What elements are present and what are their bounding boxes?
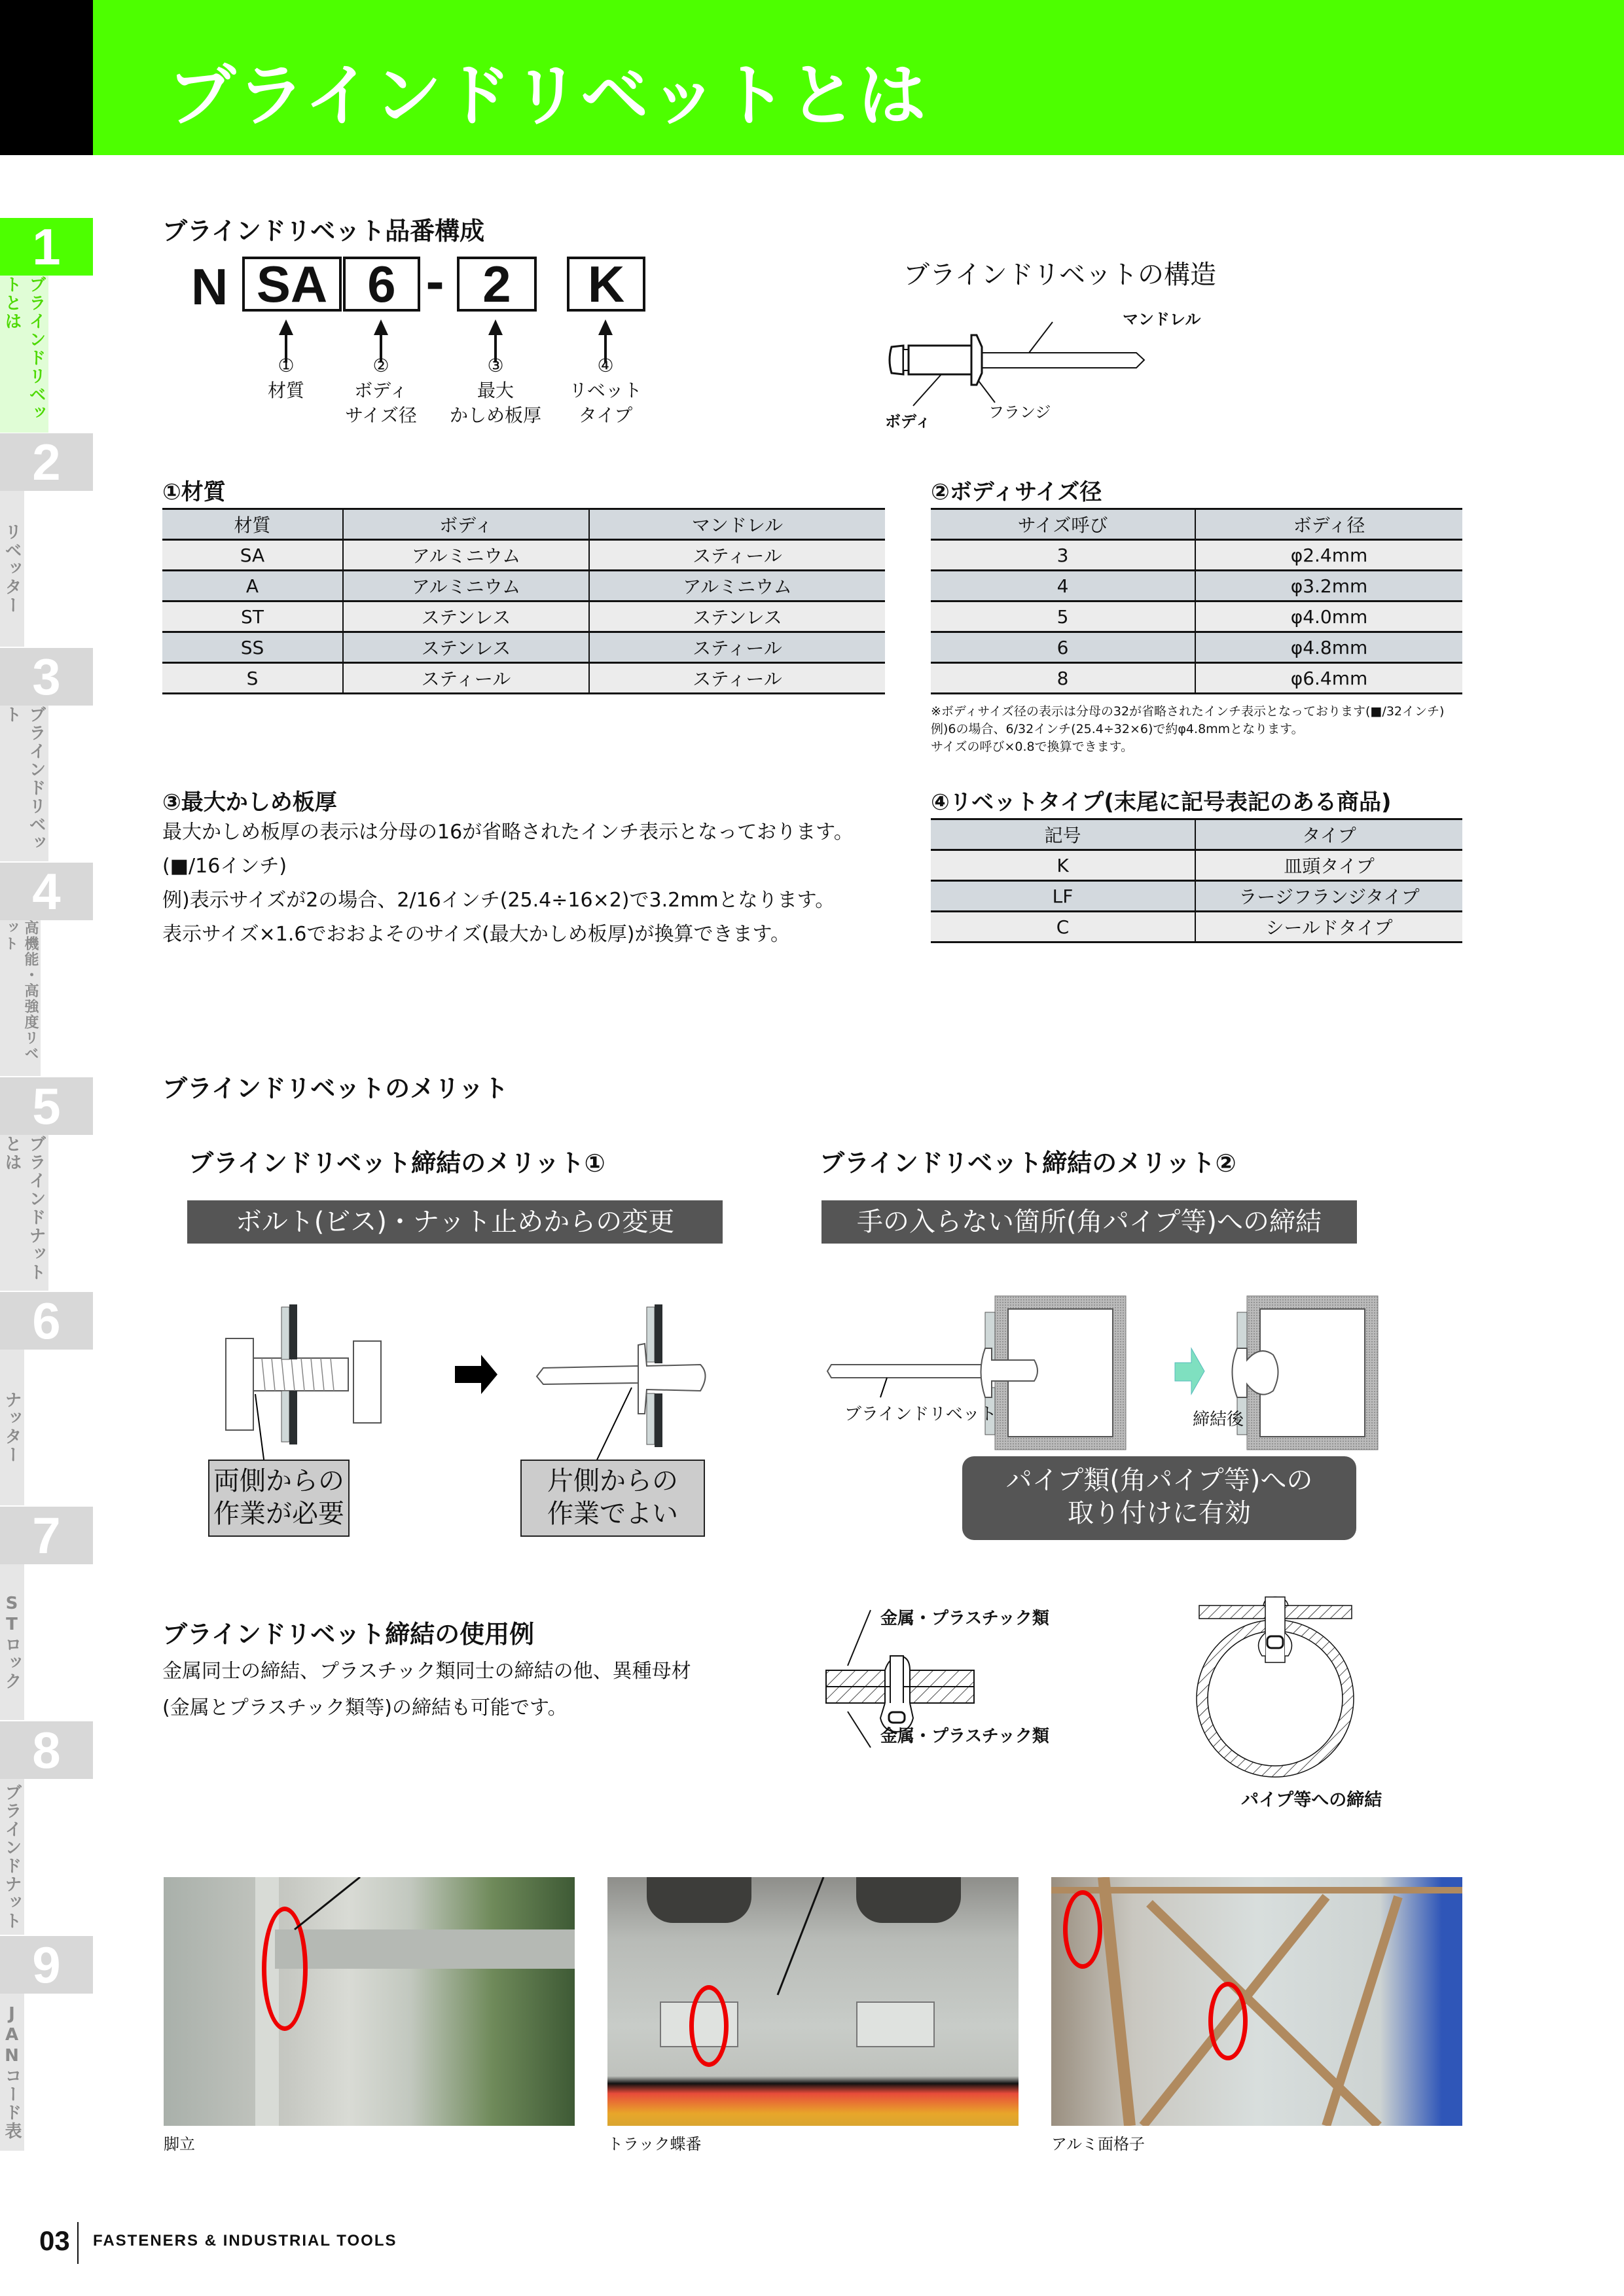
callout-line: 作業が必要 (213, 1499, 344, 1529)
tab-number: 7 (0, 1507, 93, 1564)
table-row (931, 881, 1462, 912)
cell: シールドタイプ (1195, 912, 1462, 942)
grip-description (162, 816, 854, 952)
cell: C (931, 912, 1195, 942)
note-line: 例)6の場合、6/32インチ(25.4÷32×6)で約φ4.8mmとなります。 (931, 722, 1304, 736)
merits-heading: ブラインドリベットのメリット (162, 1074, 509, 1103)
tab-number: 3 (0, 648, 93, 706)
text-line: (金属とプラスチック類等)の締結も可能です。 (162, 1696, 568, 1719)
tab-number: 2 (0, 433, 93, 491)
callout-line: 片側からの (547, 1466, 678, 1496)
table-row (931, 601, 1462, 632)
cell: LF (931, 881, 1195, 912)
cell: SA (162, 540, 343, 571)
cell: φ4.8mm (1195, 632, 1462, 663)
mandrel-label: マンドレル (1123, 310, 1201, 329)
cell: SS (162, 632, 343, 663)
column-header: マンドレル (589, 509, 885, 540)
column-header: サイズ呼び (931, 509, 1195, 540)
note-line: サイズの呼び×0.8で換算できます。 (931, 740, 1134, 754)
sidebar-tab-3[interactable] (0, 648, 93, 861)
tab-label: 高機能・高強度リベット (0, 920, 41, 1076)
part-number-grip: 2 (457, 257, 537, 312)
sidebar-tab-6[interactable] (0, 1292, 93, 1505)
cell: S (162, 663, 343, 694)
callout-line: 両側からの (213, 1466, 344, 1496)
tab-number: 4 (0, 863, 93, 920)
structure-heading: ブラインドリベットの構造 (903, 260, 1216, 290)
sidebar-tab-8[interactable] (0, 1721, 93, 1935)
part-number-dash: - (425, 257, 445, 310)
pipe-callout (962, 1456, 1356, 1540)
part-number-prefix: N (191, 258, 228, 315)
sidebar-tab-9[interactable] (0, 1936, 93, 2151)
size-heading: ②ボディサイズ径 (931, 479, 1102, 505)
circled-number: ① (278, 355, 295, 376)
text-line: 表示サイズ×1.6でおおよそのサイズ(最大かしめ板厚)が換算できます。 (162, 923, 791, 946)
bolt-vs-rivet-diagram (216, 1293, 753, 1476)
cell: φ2.4mm (1195, 540, 1462, 571)
cell: ステンレス (589, 601, 885, 632)
cell: スティール (589, 540, 885, 571)
cell: ステンレス (343, 601, 589, 632)
tab-label: ナッター (0, 1350, 24, 1505)
callout-line: パイプ類(角パイプ等)への (1005, 1465, 1313, 1496)
type-table (931, 818, 1462, 943)
table-header-row (162, 509, 885, 540)
grip-heading: ③最大かしめ板厚 (162, 789, 337, 816)
label-line: リベット (569, 380, 642, 401)
joint-bottom-label: 金属・プラスチック類 (880, 1727, 1049, 1746)
footer-title: FASTENERS & INDUSTRIAL TOOLS (93, 2232, 397, 2250)
tab-number: 9 (0, 1936, 93, 1994)
text-line: 最大かしめ板厚の表示は分母の16が省略されたインチ表示となっております。 (162, 821, 854, 844)
cell: 8 (931, 663, 1195, 694)
tab-label: ブラインドナットとは (0, 1135, 48, 1291)
usage-heading: ブラインドリベット締結の使用例 (162, 1620, 535, 1649)
sidebar-tab-1[interactable] (0, 218, 93, 433)
table-row (162, 540, 885, 571)
usage-description (162, 1653, 691, 1727)
label-line: かしめ板厚 (449, 404, 541, 426)
one-side-callout (520, 1460, 705, 1537)
cell: 皿頭タイプ (1195, 850, 1462, 881)
table-row (931, 663, 1462, 694)
column-header: タイプ (1195, 819, 1462, 850)
cell: 4 (931, 571, 1195, 601)
tab-number: 8 (0, 1721, 93, 1779)
cell: アルミニウム (589, 571, 885, 601)
column-header: 記号 (931, 819, 1195, 850)
callout-line: 取り付けに有効 (1068, 1498, 1251, 1528)
part-number-type: K (567, 257, 645, 312)
tab-label: ブラインドナット (0, 1779, 24, 1935)
material-heading: ①材質 (162, 479, 226, 505)
table-row (162, 632, 885, 663)
part-label-3 (440, 353, 551, 428)
part-label-2 (335, 353, 427, 428)
text-line: (■/16インチ) (162, 855, 287, 878)
after-fastening-label: 締結後 (1193, 1410, 1244, 1429)
table-header-row (931, 509, 1462, 540)
size-notes (931, 703, 1444, 756)
sidebar-tab-2[interactable] (0, 433, 93, 647)
footer-divider (77, 2222, 79, 2264)
cell: スティール (589, 663, 885, 694)
text-line: 例)表示サイズが2の場合、2/16インチ(25.4÷16×2)で3.2mmとなります。 (162, 889, 835, 912)
photo-stepladder (164, 1877, 575, 2126)
label-line: サイズ径 (345, 404, 417, 426)
joint-top-label: 金属・プラスチック類 (880, 1609, 1049, 1628)
photo-truck-hinge (607, 1877, 1019, 2126)
tab-number: 1 (0, 218, 93, 276)
cell: スティール (343, 663, 589, 694)
tab-label: ブラインドリベットとは (0, 276, 48, 433)
pipe-joint-diagram (1191, 1590, 1362, 1780)
tab-label: JANコード表 (0, 1994, 24, 2151)
cell: K (931, 850, 1195, 881)
square-pipe-diagram (818, 1283, 1407, 1473)
tab-label: リベッター (0, 491, 24, 647)
photo-caption: アルミ面格子 (1051, 2135, 1146, 2153)
body-label: ボディ (885, 412, 931, 431)
cell: 6 (931, 632, 1195, 663)
table-header-row (931, 819, 1462, 850)
part-label-4 (560, 353, 651, 428)
cell: φ3.2mm (1195, 571, 1462, 601)
merit1-banner: ボルト(ビス)・ナット止めからの変更 (187, 1200, 723, 1244)
cell: 3 (931, 540, 1195, 571)
part-number-heading: ブラインドリベット品番構成 (162, 217, 485, 245)
material-table (162, 508, 885, 694)
table-row (162, 663, 885, 694)
tab-number: 6 (0, 1292, 93, 1350)
photo-caption: 脚立 (164, 2135, 195, 2153)
cell: 5 (931, 601, 1195, 632)
part-number-size: 6 (343, 257, 420, 312)
circled-number: ③ (487, 355, 504, 376)
circled-number: ④ (597, 355, 614, 376)
circled-number: ② (372, 355, 389, 376)
tab-label: STロック (0, 1564, 24, 1720)
label-line: タイプ (578, 404, 633, 426)
cell: ステンレス (343, 632, 589, 663)
merit2-title: ブラインドリベット締結のメリット② (820, 1149, 1236, 1177)
column-header: ボディ (343, 509, 589, 540)
highlight-circle (1208, 1982, 1248, 2060)
table-row (931, 632, 1462, 663)
rivet-structure-diagram (877, 295, 1270, 439)
cell: ST (162, 601, 343, 632)
cell: アルミニウム (343, 571, 589, 601)
flange-label: フランジ (988, 403, 1051, 422)
cell: アルミニウム (343, 540, 589, 571)
part-number-material: SA (242, 257, 342, 312)
cell: φ6.4mm (1195, 663, 1462, 694)
sidebar-tab-4[interactable] (0, 863, 93, 1076)
cell: ラージフランジタイプ (1195, 881, 1462, 912)
table-row (162, 571, 885, 601)
table-row (931, 540, 1462, 571)
blind-rivet-label: ブラインドリベット (844, 1405, 997, 1424)
merit2-banner: 手の入らない箇所(角パイプ等)への締結 (821, 1200, 1357, 1244)
page-number: 03 (39, 2225, 70, 2256)
highlight-circle (1063, 1890, 1102, 1969)
photo-aluminum-grille (1051, 1877, 1462, 2126)
cell: A (162, 571, 343, 601)
part-label-1 (247, 353, 325, 403)
callout-line: 作業でよい (547, 1499, 678, 1529)
sidebar-tab-7[interactable] (0, 1507, 93, 1720)
tab-label: ブラインドリベット (0, 706, 48, 861)
label-line: 最大 (477, 380, 514, 401)
photo-caption: トラック蝶番 (607, 2135, 702, 2153)
label-line: 材質 (267, 380, 304, 401)
header-black-block (0, 0, 93, 155)
type-heading: ④リベットタイプ(末尾に記号表記のある商品) (931, 789, 1392, 816)
merit1-title: ブラインドリベット締結のメリット① (189, 1149, 605, 1177)
column-header: 材質 (162, 509, 343, 540)
table-row (931, 571, 1462, 601)
two-side-callout (208, 1460, 350, 1537)
table-row (931, 850, 1462, 881)
page-title: ブラインドリベットとは (168, 56, 928, 135)
pipe-fastening-label: パイプ等への締結 (1241, 1790, 1382, 1810)
note-line: ※ボディサイズ径の表示は分母の32が省略されたインチ表示となっております(■/32インチ) (931, 704, 1445, 719)
tab-number: 5 (0, 1077, 93, 1135)
text-line: 金属同士の締結、プラスチック類同士の締結の他、異種母材 (162, 1660, 691, 1683)
column-header: ボディ径 (1195, 509, 1462, 540)
label-line: ボディ (354, 380, 408, 401)
table-row (931, 912, 1462, 942)
size-table (931, 508, 1462, 694)
cell: φ4.0mm (1195, 601, 1462, 632)
table-row (162, 601, 885, 632)
sidebar-tab-5[interactable] (0, 1077, 93, 1291)
cell: スティール (589, 632, 885, 663)
